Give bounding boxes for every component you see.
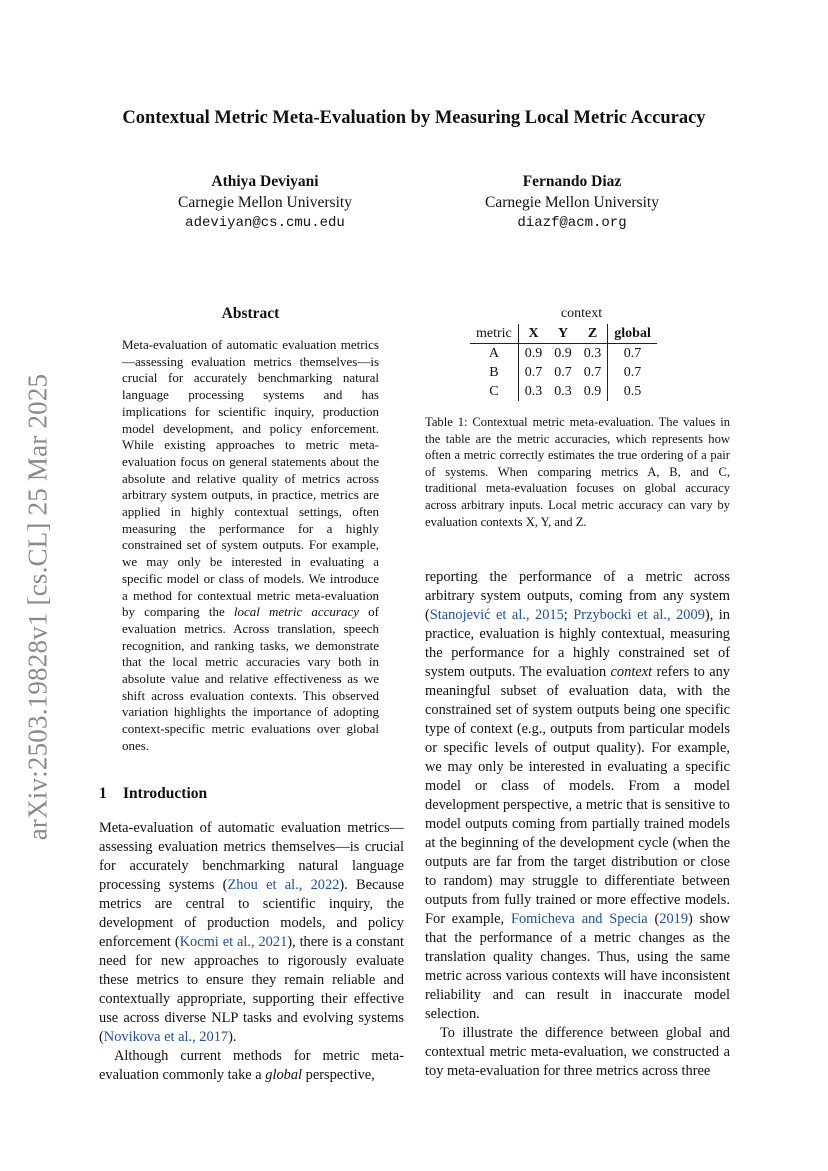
text-run: ), there is a constant need for new approaches to rigorously evaluate these metrics to ensure they remain reliable and contextually appropriate, supporting their effective use across diverse NLP tasks and evolving systems ( xyxy=(99,934,404,1045)
table-cell: C xyxy=(470,382,518,401)
table-context-label: context xyxy=(560,306,603,321)
text-run: ) xyxy=(688,911,693,927)
author-email[interactable]: adeviyan@cs.cmu.edu xyxy=(185,215,345,231)
text-run: show that the performance of a metric changes as the translation quality changes. Thus, using the same metric across various contexts will have inconsistent reliability and can result in inaccurate model selection. xyxy=(425,911,731,1022)
section-number: 1 xyxy=(99,785,107,802)
table-cell: 0.7 xyxy=(554,364,572,380)
abstract-text: Meta-evaluation of automatic evaluation metrics—assessing evaluation metrics themselves—is crucial for accurately benchmarking natural language processing systems and has implications for scientific inquiry, production model development, and policy enforcement. While existing approaches to metric meta-evaluation focus on general statements about the absolute and relative quality of metrics across arbitrary system outputs, in practice, metrics are applied in highly contextual settings, often measuring the performance for a highly constrained set of system outputs. For example, we may only be interested in evaluating a specific model or class of models. We introduce a method for contextual metric meta-evaluation by comparing the xyxy=(122,337,379,620)
text-run: ), in practice, evaluation is highly contextual, measuring the performance for a highly constrained set of system outputs. The evaluation xyxy=(425,607,730,680)
table-cell: 0.7 xyxy=(623,364,642,380)
author-email[interactable]: diazf@acm.org xyxy=(517,215,627,231)
citation-link[interactable]: Fomicheva and Specia xyxy=(510,911,648,927)
paragraph xyxy=(99,819,404,1047)
paragraph: To illustrate the difference between global and contextual metric meta-evaluation, we constructed a toy meta-evaluation for three metrics across three xyxy=(425,1025,730,1079)
text-run: perspective, xyxy=(302,1067,375,1083)
table-header-cell: Y xyxy=(548,324,578,344)
emphasis: global xyxy=(265,1067,303,1083)
table-cell: 0.9 xyxy=(578,382,608,401)
paragraph xyxy=(425,568,730,1024)
citation-link[interactable]: Przybocki et al., 2009 xyxy=(573,607,705,623)
table-cell: 0.3 xyxy=(578,344,608,364)
text-run: Meta-evaluation of automatic evaluation metrics—assessing evaluation metrics themselves—is crucial for accurately benchmarking natural language processing systems ( xyxy=(99,820,404,893)
arxiv-stamp xyxy=(18,362,58,852)
text-run: ( xyxy=(647,911,660,927)
text-run: reporting the performance of a metric across arbitrary system outputs, coming from any system ( xyxy=(425,569,730,623)
text-run: Although current methods for metric meta-evaluation commonly take a xyxy=(99,1048,404,1083)
table-row xyxy=(470,382,657,401)
citation-link[interactable]: Novikova et al., 2017 xyxy=(103,1029,229,1045)
text-run: refers to any meaningful subset of evaluation data, with the constrained set of system outputs being one specific type of context (e.g., outputs from particular models or specific levels of output quality). For example, we may only be interested in evaluating a specific model or class of models. From a model development perspective, a metric that is sensitive to model outputs coming from partially trained models at the beginning of the development cycle (when the outputs are far from the target distribution or close to random) may struggle to differentiate between outputs from fully trained or more effective models. For example, xyxy=(425,664,730,927)
author-name: Fernando Diaz xyxy=(522,173,622,190)
author-affiliation: Carnegie Mellon University xyxy=(485,194,659,211)
table-header-cell: metric xyxy=(470,324,518,344)
paragraph xyxy=(99,1047,404,1085)
emphasis: context xyxy=(610,664,653,680)
citation-link[interactable]: 2019 xyxy=(659,911,689,927)
table-row xyxy=(470,363,657,382)
table-cell: 0.7 xyxy=(623,345,642,361)
author-name: Athiya Deviyani xyxy=(211,173,319,190)
text-run: ; xyxy=(563,607,574,623)
table-cell: 0.9 xyxy=(524,345,543,361)
paper-title: Contextual Metric Meta-Evaluation by Measuring Local Metric Accuracy xyxy=(122,108,706,128)
text-run: ). xyxy=(228,1029,237,1045)
right-column-body xyxy=(425,568,730,1081)
abstract-emphasis: local metric accuracy xyxy=(233,604,360,620)
metrics-table xyxy=(470,324,657,401)
table-cell: B xyxy=(470,363,518,382)
author-affiliation: Carnegie Mellon University xyxy=(178,194,352,211)
table-cell: 0.9 xyxy=(554,345,572,361)
arxiv-stamp-text: arXiv:2503.19828v1 [cs.CL] 25 Mar 2025 xyxy=(22,373,53,841)
table-caption: Table 1: Contextual metric meta-evaluation. The values in the table are the metric accuracies, which represents how often a metric correctly estimates the true ordering of a pair of systems. When comparing metrics A, B, and C, traditional meta-evaluation focuses on global accuracy across arbitrary inputs. Local metric accuracy can vary by evaluation contexts X, Y, and Z. xyxy=(425,415,730,529)
abstract-body xyxy=(122,337,379,755)
abstract-text: of evaluation metrics. Across translation, speech recognition, and ranking tasks, we demonstrate that the local metric accuracies vary both in absolute value and relative effectiveness as we shift across evaluation contexts. This observed variation highlights the importance of adopting context-specific metric evaluations over global ones. xyxy=(122,604,379,753)
table-row xyxy=(470,344,657,364)
citation-link[interactable]: Stanojević et al., 2015 xyxy=(429,607,564,623)
table-header-cell: X xyxy=(518,324,548,344)
author-block-2 xyxy=(432,171,712,234)
section-title: Introduction xyxy=(123,785,208,802)
table-cell: 0.7 xyxy=(524,364,543,380)
table-header-cell: global xyxy=(608,324,657,344)
table-cell: 0.7 xyxy=(578,363,608,382)
table-cell: A xyxy=(470,344,518,364)
table-header-row xyxy=(470,324,657,344)
left-column-body xyxy=(99,819,404,1085)
citation-link[interactable]: Kocmi et al., 2021 xyxy=(179,934,288,950)
table-cell: 0.3 xyxy=(554,383,572,399)
citation-link[interactable]: Zhou et al., 2022 xyxy=(227,877,340,893)
author-block-1 xyxy=(150,171,380,234)
table-cell: 0.5 xyxy=(623,383,642,399)
table-header-cell: Z xyxy=(578,324,608,344)
section-heading-introduction xyxy=(99,785,207,803)
abstract-heading: Abstract xyxy=(221,305,280,322)
text-run: ). Because metrics are central to scientific inquiry, the development of production models, and policy enforcement ( xyxy=(99,877,404,950)
table-cell: 0.3 xyxy=(524,383,543,399)
